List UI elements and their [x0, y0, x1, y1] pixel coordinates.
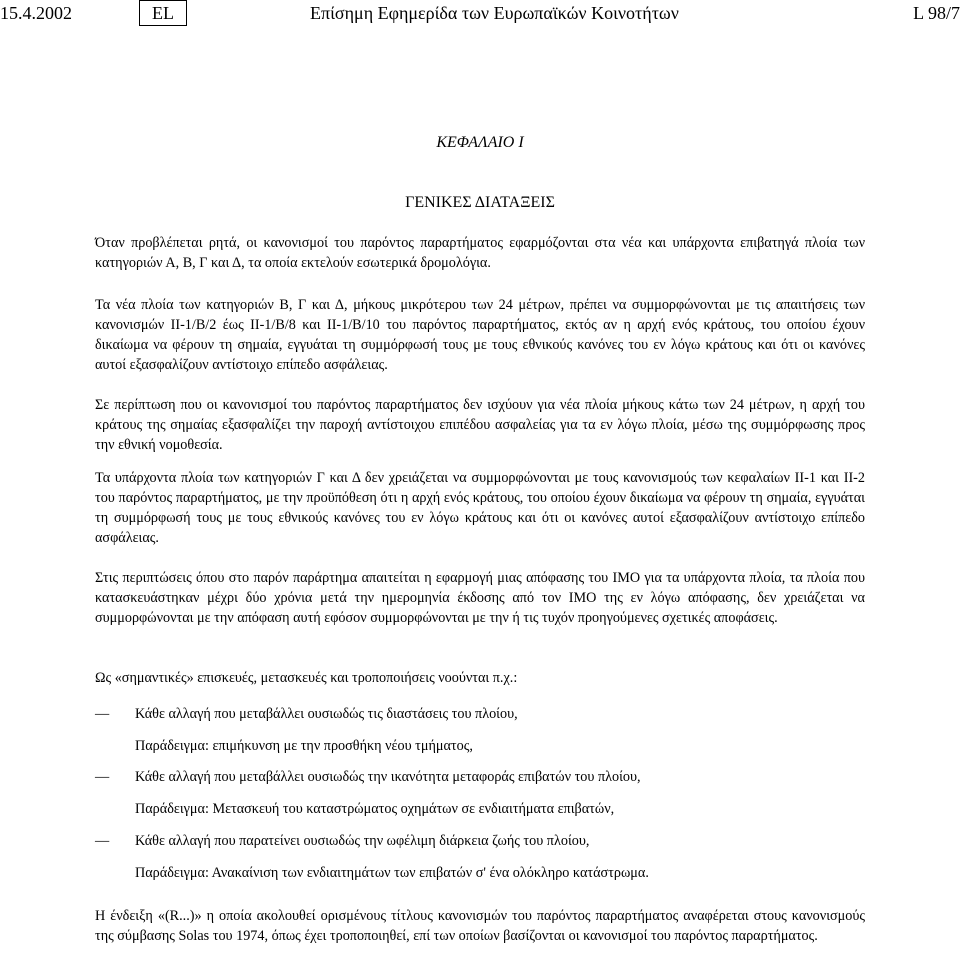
language-code-box: EL [139, 0, 187, 26]
page-number: L 98/7 [913, 3, 960, 23]
dash-marker: — [95, 769, 110, 785]
paragraph: Ως «σημαντικές» επισκευές, μετασκευές και τροποποιήσεις νοούνται π.χ.: [95, 670, 518, 686]
example-text: Παράδειγμα: επιμήκυνση με την προσθήκη νέου τμήματος, [135, 738, 473, 754]
chapter-title: ΚΕΦΑΛΑΙΟ I [436, 134, 524, 151]
list-item-text: Κάθε αλλαγή που μεταβάλλει ουσιωδώς την ικανότητα μεταφοράς επιβατών του πλοίου, [135, 769, 641, 785]
dash-marker: — [95, 833, 110, 849]
list-item-text: Κάθε αλλαγή που παρατείνει ουσιωδώς την ωφέλιμη διάρκεια ζωής του πλοίου, [135, 833, 590, 849]
publication-date: 15.4.2002 [0, 3, 72, 23]
paragraph: Στις περιπτώσεις όπου στο παρόν παράρτημα απαιτείται η εφαρμογή μιας απόφασης του IMO για τα υπάρχοντα πλοία, τα πλοία που κατασκευάστηκαν μέχρι δύο χρόνια μετά την ημερομηνία έκδοσης από τον IMO της εν λόγω απόφασης, δεν χρειάζεται να συμμορφώνονται με την απόφαση αυτή εφόσον συμμορφώνονται με την ή τις τυχόν προηγούμενες σχετικές αποφάσεις. [95, 570, 865, 626]
paragraph: Τα νέα πλοία των κατηγοριών Β, Γ και Δ, μήκους μικρότερου των 24 μέτρων, πρέπει να συμμορφώνονται με τις απαιτήσεις των κανονισμών II-1/B/2 έως II-1/B/8 και II-1/B/10 του παρόντος παραρτήματος, εκτός αν η αρχή ενός κράτους, του οποίου έχουν δικαίωμα να φέρουν τη σημαία, εγγυάται τη συμμόρφωσή τους με τους εθνικούς κανόνες του εν λόγω κράτους και ότι οι κανόνες αυτοί εξασφαλίζουν αντίστοιχο επίπεδο ασφάλειας. [95, 297, 865, 373]
paragraph: Όταν προβλέπεται ρητά, οι κανονισμοί του παρόντος παραρτήματος εφαρμόζονται στα νέα και υπάρχοντα επιβατηγά πλοία των κατηγοριών Α, Β, Γ και Δ, τα οποία εκτελούν εσωτερικά δρομολόγια. [95, 235, 865, 271]
paragraph: Η ένδειξη «(R...)» η οποία ακολουθεί ορισμένους τίτλους κανονισμών του παρόντος παραρτήματος αναφέρεται στους κανονισμούς της σύμβασης Solas του 1974, όπως έχει τροποποιηθεί, επί των οποίων βασίζονται οι κανονισμοί του παρόντος παραρτήματος. [95, 908, 865, 944]
page-header [0, 0, 960, 30]
paragraph: Σε περίπτωση που οι κανονισμοί του παρόντος παραρτήματος δεν ισχύουν για νέα πλοία μήκους κάτω των 24 μέτρων, η αρχή του κράτους της σημαίας εξασφαλίζει την παροχή αντίστοιχου επιπέδου ασφαλείας για τα εν λόγω πλοία, μέσω της συμμόρφωσης προς την εθνική νομοθεσία. [95, 397, 865, 453]
paragraph: Τα υπάρχοντα πλοία των κατηγοριών Γ και Δ δεν χρειάζεται να συμμορφώνονται με τους κανονισμούς των κεφαλαίων II-1 και II-2 του παρόντος παραρτήματος, με την προϋπόθεση ότι η αρχή ενός κράτους, του οποίου έχουν δικαίωμα να φέρουν τη σημαία, εγγυάται τη συμμόρφωσή τους με τους εθνικούς κανόνες του εν λόγω κράτους και ότι οι κανόνες αυτοί εξασφαλίζουν αντίστοιχο επίπεδο ασφάλειας. [95, 470, 865, 546]
journal-title: Επίσημη Εφημερίδα των Ευρωπαϊκών Κοινοτήτων [310, 3, 679, 23]
list-item-text: Κάθε αλλαγή που μεταβάλλει ουσιωδώς τις διαστάσεις του πλοίου, [135, 706, 518, 722]
dash-marker: — [95, 706, 110, 722]
example-text: Παράδειγμα: Μετασκευή του καταστρώματος οχημάτων σε ενδιαιτήματα επιβατών, [135, 801, 615, 817]
chapter-subtitle: ΓΕΝΙΚΕΣ ΔΙΑΤΑΞΕΙΣ [405, 194, 555, 211]
example-text: Παράδειγμα: Ανακαίνιση των ενδιαιτημάτων των επιβατών σ' ένα ολόκληρο κατάστρωμα. [135, 865, 649, 881]
